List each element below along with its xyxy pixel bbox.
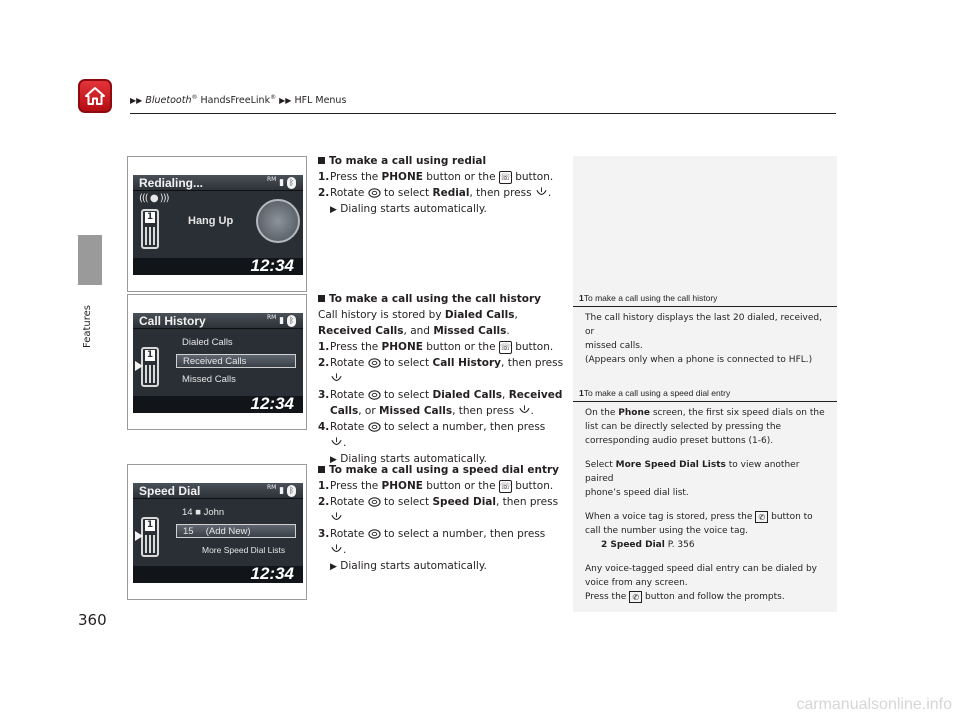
phone-pickup-icon: ☏ xyxy=(499,172,512,183)
status-icons: $^{RM}$ ▮ ᛒ xyxy=(267,314,296,327)
step-2: 2. Rotate to select Speed Dial, then press xyxy=(318,496,559,508)
breadcrumb-arrow: ▶▶ xyxy=(130,96,143,106)
cross-reference-icon: 2 xyxy=(601,540,608,550)
press-line xyxy=(318,371,566,387)
screen-redialing xyxy=(127,156,307,292)
rm-label: RM xyxy=(266,484,277,491)
intro-text: Received Calls, and Missed Calls. xyxy=(318,325,510,337)
hang-up-label: Hang Up xyxy=(188,215,234,227)
step-3: 3. Rotate to select a number, then press xyxy=(318,528,546,540)
header-rule xyxy=(130,113,836,114)
status-icons: $^{RM}$ ▮ ᛒ xyxy=(267,484,296,497)
section-label: Features xyxy=(82,305,93,348)
step-2: 2. Rotate to select Redial, then press . xyxy=(318,187,552,199)
step-1: 1. Press the PHONE button or the ☏ button. xyxy=(318,480,554,492)
menu-item-missed-calls[interactable]: Missed Calls xyxy=(182,374,236,385)
press-icon xyxy=(330,544,343,556)
selector-knob-icon xyxy=(368,187,381,199)
phone-number-badge: 1 xyxy=(146,520,154,530)
breadcrumb-arrow: ▶▶ xyxy=(279,96,292,106)
talk-icon: ✆ xyxy=(755,511,768,523)
bluetooth-icon: ᛒ xyxy=(287,315,296,327)
selection-arrow-icon xyxy=(135,361,143,371)
bluetooth-icon: ᛒ xyxy=(287,177,296,189)
intro-text: Call history is stored by Dialed Calls, xyxy=(318,309,518,321)
watermark: carmanualsonline.info xyxy=(796,696,952,713)
press-icon xyxy=(535,187,548,199)
note-heading: 1To make a call using the call history xyxy=(573,291,837,307)
selection-arrow-icon xyxy=(135,531,143,541)
screen-call-history xyxy=(127,294,307,430)
keypad-icon xyxy=(145,227,155,245)
keypad-icon xyxy=(145,535,155,553)
step-3: 3. Rotate to select Dialed Calls, Received xyxy=(318,389,563,401)
breadcrumb-handsfreelink[interactable]: HandsFreeLink xyxy=(197,95,271,107)
bluetooth-icon: ᛒ xyxy=(287,485,296,497)
menu-item-received-calls[interactable]: Received Calls xyxy=(176,354,296,368)
clock: 12:34 xyxy=(250,256,294,275)
section-tab[interactable] xyxy=(78,235,102,285)
phone-pickup-icon: ☏ xyxy=(499,481,512,492)
step-1: 1. Press the PHONE button or the ☏ button. xyxy=(318,171,554,183)
call-history-section xyxy=(318,291,566,468)
cross-reference-link[interactable]: 2 Speed Dial P. 356 xyxy=(601,540,695,550)
phone-icon xyxy=(141,347,159,387)
selector-knob-icon xyxy=(368,389,381,401)
selector-knob-icon xyxy=(368,528,381,540)
selector-knob-icon xyxy=(368,421,381,433)
breadcrumb-bluetooth[interactable]: Bluetooth xyxy=(145,95,192,107)
menu-item-dialed-calls[interactable]: Dialed Calls xyxy=(182,337,233,348)
screen-title: Redialing... xyxy=(139,176,204,190)
note-body: On the Phone screen, the first six speed dials on the list can be directly selected by pressing the corresponding audio preset buttons (1-6). Select More Speed Dial Lists to view another paired phone’s speed dial list. When a voice tag is stored, press the ✆ button to call the number using the voice tag. 2 Speed Dial P. 356 Any voice-tagged speed dial entry can be dialed by voice from any screen. Press the ✆ button and follow the prompts. xyxy=(573,402,837,604)
home-button[interactable] xyxy=(78,79,112,113)
menu-item-speed-dial-14[interactable]: 14 ■ John xyxy=(182,507,225,518)
reg-mark: ® xyxy=(270,94,277,101)
phone-icon xyxy=(141,517,159,557)
clock: 12:34 xyxy=(250,564,294,583)
home-icon xyxy=(84,85,106,107)
status-icons: $^{RM}$ ▮ ᛒ xyxy=(267,176,296,189)
step-result: ▶ Dialing starts automatically. xyxy=(330,560,487,572)
note-heading: 1To make a call using a speed dial entry xyxy=(573,386,837,402)
section-heading: To make a call using redial xyxy=(318,153,566,169)
phone-icon xyxy=(141,209,159,249)
page-number: 360 xyxy=(78,611,107,629)
press-icon xyxy=(518,405,531,417)
result-arrow-icon: ▶ xyxy=(330,205,337,215)
screen-speed-dial xyxy=(127,464,307,600)
knob-icon xyxy=(256,199,300,243)
note-call-history xyxy=(573,291,837,367)
keypad-icon xyxy=(145,365,155,383)
press-line: . xyxy=(318,435,566,451)
selector-knob-icon xyxy=(368,357,381,369)
press-icon xyxy=(330,373,343,385)
phone-number-badge: 1 xyxy=(146,212,154,222)
bullet-square-icon xyxy=(318,157,325,164)
result-arrow-icon: ▶ xyxy=(330,562,337,572)
breadcrumb-hfl-menus[interactable]: HFL Menus xyxy=(294,95,347,107)
phone-number-badge: 1 xyxy=(146,350,154,360)
phone-pickup-icon: ☏ xyxy=(499,342,512,353)
menu-item-more-speed-dial-lists[interactable]: More Speed Dial Lists xyxy=(202,545,286,555)
rm-label: RM xyxy=(266,314,277,321)
step-2: 2. Rotate to select Call History, then press xyxy=(318,357,564,369)
step-4: 4. Rotate to select a number, then press xyxy=(318,421,546,433)
result-arrow-icon: ▶ xyxy=(330,455,337,465)
press-line: . xyxy=(318,542,566,558)
bullet-square-icon xyxy=(318,295,325,302)
step-3-cont: Calls, or Missed Calls, then press . xyxy=(330,405,534,417)
talk-icon: ✆ xyxy=(629,591,642,603)
section-heading: To make a call using the call history xyxy=(318,291,566,307)
reg-mark: ® xyxy=(191,94,198,101)
step-result: ▶ Dialing starts automatically. xyxy=(330,453,487,465)
press-icon xyxy=(330,437,343,449)
screen-title: Speed Dial xyxy=(139,484,201,498)
note-body: The call history displays the last 20 dialed, received, or missed calls. (Appears only when a phone is connected to HFL.) xyxy=(585,313,822,365)
speed-dial-section xyxy=(318,462,566,575)
clock: 12:34 xyxy=(250,394,294,413)
press-line xyxy=(318,510,566,526)
redial-section xyxy=(318,153,566,218)
selector-knob-icon xyxy=(368,496,381,508)
section-heading: To make a call using a speed dial entry xyxy=(318,462,566,478)
note-speed-dial xyxy=(573,386,837,604)
breadcrumb xyxy=(130,94,346,106)
calling-waves-icon: ((( ● ))) xyxy=(139,193,169,204)
press-icon xyxy=(330,512,343,524)
step-1: 1. Press the PHONE button or the ☏ button. xyxy=(318,341,554,353)
rm-label: RM xyxy=(266,176,277,183)
menu-item-speed-dial-15[interactable]: 15 (Add New) xyxy=(176,524,296,538)
step-result: ▶ Dialing starts automatically. xyxy=(330,203,487,215)
screen-title: Call History xyxy=(139,314,206,328)
bullet-square-icon xyxy=(318,466,325,473)
